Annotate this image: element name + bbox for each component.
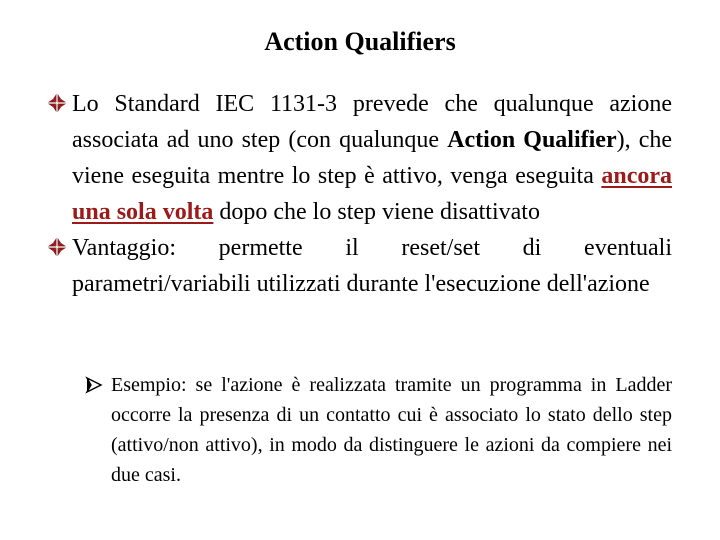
bullet-text-bold: Action Qualifier xyxy=(447,127,617,153)
bullet-text-part: dopo che lo step viene disattivato xyxy=(213,199,540,225)
highlight-text: ancora una sola volta xyxy=(72,163,672,225)
sub-bullet-item xyxy=(85,370,672,490)
sub-bullet-text: Esempio: se l'azione è realizzata tramite un programma in Ladder occorre la presenza di un contatto cui è associato lo stato dello step (attivo/non attivo), in modo da distinguere le azioni da compiere nei due casi. xyxy=(111,374,672,486)
bullet-text: Vantaggio: permette il reset/set di eventuali parametri/variabili utilizzati durante l'esecuzione dell'azione xyxy=(72,235,672,297)
slide-title: Action Qualifiers xyxy=(264,27,456,56)
bullet-text-part: Lo Standard IEC 1131-3 prevede che qualunque azione associata ad uno step (con qualunque xyxy=(72,91,672,153)
arrow-bullet-icon xyxy=(85,376,103,394)
sub-bullet-list xyxy=(85,370,672,490)
diamond-bullet-icon xyxy=(46,92,68,114)
bullet-text-part: ), che viene eseguita mentre lo step è attivo, venga eseguita xyxy=(72,127,673,189)
bullet-list xyxy=(44,86,672,302)
bullet-item xyxy=(44,86,672,230)
diamond-bullet-icon xyxy=(46,236,68,258)
bullet-item xyxy=(44,230,672,302)
